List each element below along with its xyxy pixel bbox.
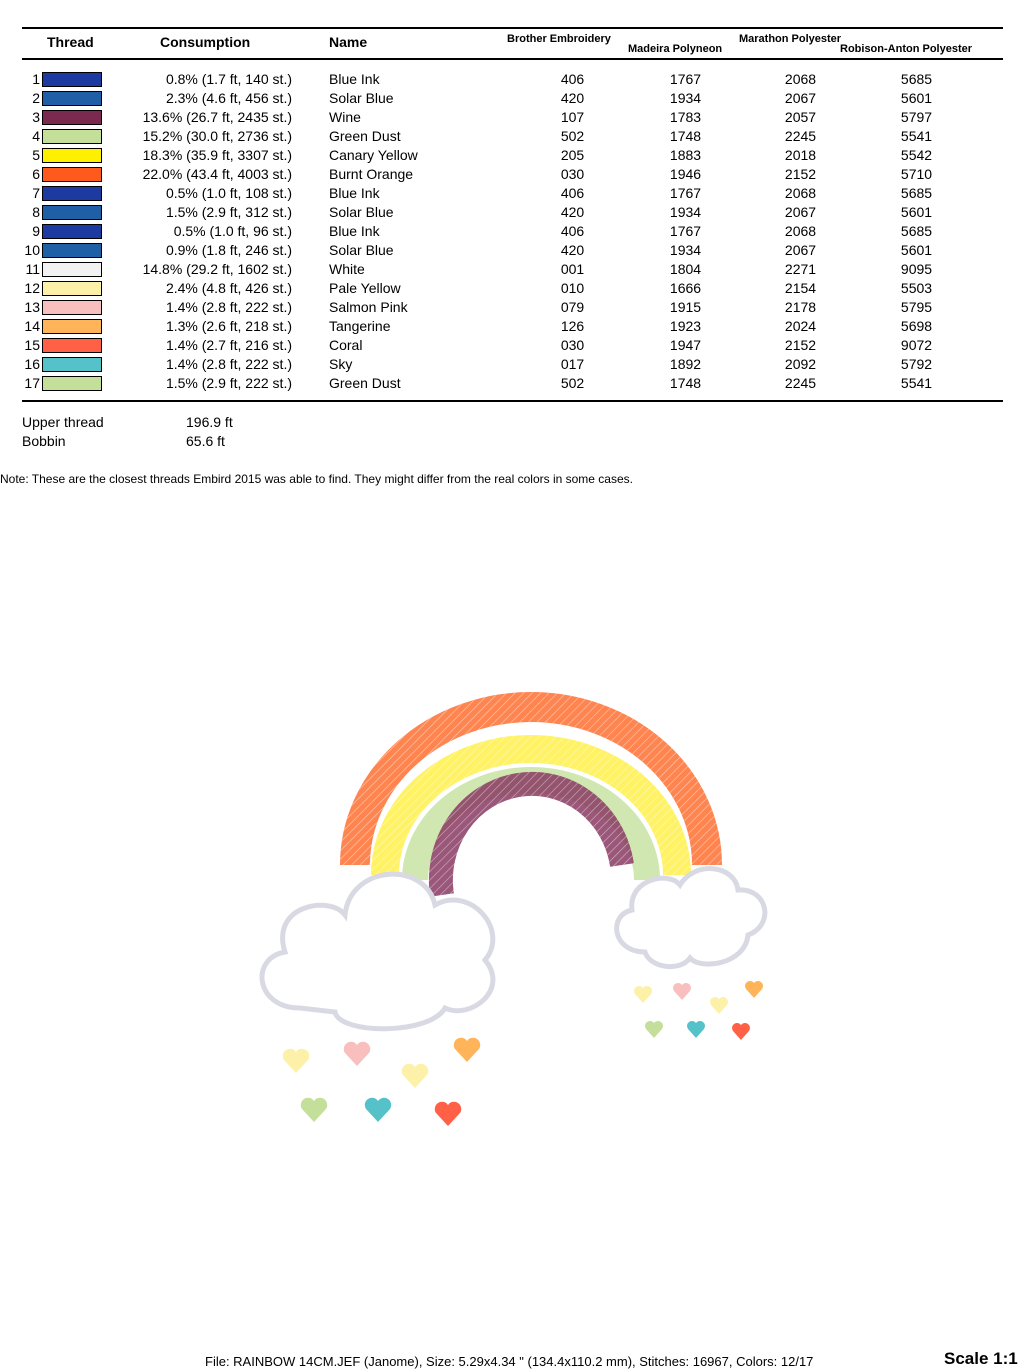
madeira-code: 1783 xyxy=(669,109,702,125)
thread-number: 12 xyxy=(24,280,40,296)
color-swatch xyxy=(42,300,102,315)
marathon-code: 2067 xyxy=(784,204,817,220)
heart-icon xyxy=(301,1098,327,1122)
madeira-code: 1923 xyxy=(669,318,702,334)
robison-code: 5542 xyxy=(900,147,933,163)
brother-code: 502 xyxy=(560,375,585,391)
color-swatch xyxy=(42,167,102,182)
brother-code: 406 xyxy=(560,223,585,239)
thread-number: 9 xyxy=(32,223,40,239)
thread-consumption: 15.2% (30.0 ft, 2736 st.) xyxy=(142,128,292,144)
marathon-code: 2245 xyxy=(784,375,817,391)
robison-code: 5541 xyxy=(900,375,933,391)
table-row xyxy=(0,146,1024,165)
color-swatch xyxy=(42,205,102,220)
robison-code: 5685 xyxy=(900,185,933,201)
thread-name: Blue Ink xyxy=(329,185,380,201)
cloud-left xyxy=(262,874,493,1029)
thread-name: White xyxy=(329,261,365,277)
table-row xyxy=(0,317,1024,336)
marathon-code: 2024 xyxy=(784,318,817,334)
thread-number: 2 xyxy=(32,90,40,106)
heart-icon xyxy=(435,1102,461,1126)
marathon-code: 2068 xyxy=(784,185,817,201)
table-row xyxy=(0,89,1024,108)
robison-code: 5685 xyxy=(900,223,933,239)
madeira-code: 1934 xyxy=(669,242,702,258)
brother-code: 017 xyxy=(560,356,585,372)
heart-icon xyxy=(745,981,763,998)
thread-number: 15 xyxy=(24,337,40,353)
robison-code: 5503 xyxy=(900,280,933,296)
scale-label: Scale 1:1 xyxy=(944,1349,1018,1368)
table-header-rule xyxy=(22,58,1003,60)
marathon-code: 2245 xyxy=(784,128,817,144)
table-row xyxy=(0,127,1024,146)
madeira-code: 1767 xyxy=(669,185,702,201)
madeira-code: 1804 xyxy=(669,261,702,277)
thread-number: 11 xyxy=(25,261,40,277)
brother-code: 406 xyxy=(560,71,585,87)
thread-number: 16 xyxy=(24,356,40,372)
thread-number: 8 xyxy=(32,204,40,220)
color-swatch xyxy=(42,224,102,239)
brother-code: 205 xyxy=(560,147,585,163)
robison-code: 5685 xyxy=(900,71,933,87)
header-name: Name xyxy=(329,34,368,50)
thread-consumption: 14.8% (29.2 ft, 1602 st.) xyxy=(142,261,292,277)
thread-consumption: 1.5% (2.9 ft, 222 st.) xyxy=(165,375,292,391)
thread-name: Green Dust xyxy=(329,128,401,144)
thread-consumption: 13.6% (26.7 ft, 2435 st.) xyxy=(142,109,292,125)
heart-icon xyxy=(634,986,652,1003)
thread-number: 13 xyxy=(24,299,40,315)
madeira-code: 1748 xyxy=(669,375,702,391)
color-swatch xyxy=(42,186,102,201)
madeira-code: 1947 xyxy=(669,337,702,353)
heart-icon xyxy=(365,1098,391,1122)
bobbin-value: 65.6 ft xyxy=(186,433,225,449)
header-marathon: Marathon Polyester xyxy=(739,33,842,45)
thread-number: 10 xyxy=(24,242,40,258)
madeira-code: 1934 xyxy=(669,90,702,106)
table-row xyxy=(0,374,1024,393)
madeira-code: 1666 xyxy=(669,280,702,296)
thread-consumption: 1.4% (2.8 ft, 222 st.) xyxy=(165,356,292,372)
thread-number: 17 xyxy=(24,375,40,391)
madeira-code: 1934 xyxy=(669,204,702,220)
upper-thread-value: 196.9 ft xyxy=(186,414,233,430)
color-swatch xyxy=(42,376,102,391)
marathon-code: 2057 xyxy=(784,109,817,125)
thread-consumption: 1.5% (2.9 ft, 312 st.) xyxy=(165,204,292,220)
heart-icon xyxy=(283,1049,309,1073)
madeira-code: 1946 xyxy=(669,166,702,182)
thread-consumption: 18.3% (35.9 ft, 3307 st.) xyxy=(142,147,292,163)
color-swatch xyxy=(42,243,102,258)
table-row xyxy=(0,355,1024,374)
brother-code: 406 xyxy=(560,185,585,201)
brother-code: 030 xyxy=(560,337,585,353)
header-consumption: Consumption xyxy=(160,34,251,50)
brother-code: 420 xyxy=(560,242,585,258)
thread-consumption: 0.8% (1.7 ft, 140 st.) xyxy=(165,71,292,87)
thread-name: Green Dust xyxy=(329,375,401,391)
heart-icon xyxy=(454,1038,480,1062)
madeira-code: 1892 xyxy=(669,356,702,372)
embroidery-preview xyxy=(0,690,1024,1140)
thread-number: 14 xyxy=(24,318,40,334)
thread-name: Solar Blue xyxy=(329,204,394,220)
thread-number: 7 xyxy=(32,185,40,201)
madeira-code: 1767 xyxy=(669,71,702,87)
color-swatch xyxy=(42,357,102,372)
thread-name: Canary Yellow xyxy=(329,147,418,163)
thread-name: Tangerine xyxy=(329,318,391,334)
color-swatch xyxy=(42,110,102,125)
thread-consumption: 1.4% (2.8 ft, 222 st.) xyxy=(165,299,292,315)
thread-name: Solar Blue xyxy=(329,242,394,258)
color-swatch xyxy=(42,129,102,144)
robison-code: 5792 xyxy=(900,356,933,372)
madeira-code: 1915 xyxy=(669,299,702,315)
thread-consumption: 0.5% (1.0 ft, 108 st.) xyxy=(165,185,292,201)
thread-number: 1 xyxy=(32,71,40,87)
rainbow-arcs xyxy=(355,707,707,895)
brother-code: 030 xyxy=(560,166,585,182)
robison-code: 9072 xyxy=(900,337,933,353)
table-row xyxy=(0,108,1024,127)
color-swatch xyxy=(42,319,102,334)
marathon-code: 2068 xyxy=(784,71,817,87)
thread-number: 5 xyxy=(32,147,40,163)
thread-consumption: 2.4% (4.8 ft, 426 st.) xyxy=(165,280,292,296)
thread-name: Salmon Pink xyxy=(329,299,408,315)
thread-consumption: 2.3% (4.6 ft, 456 st.) xyxy=(165,90,292,106)
header-thread: Thread xyxy=(47,34,94,50)
heart-icon xyxy=(673,983,691,1000)
table-top-rule xyxy=(22,27,1003,29)
bobbin-label: Bobbin xyxy=(22,433,66,449)
table-row xyxy=(0,241,1024,260)
marathon-code: 2152 xyxy=(784,337,817,353)
thread-name: Blue Ink xyxy=(329,223,380,239)
marathon-code: 2067 xyxy=(784,242,817,258)
robison-code: 5795 xyxy=(900,299,933,315)
brother-code: 126 xyxy=(560,318,585,334)
thread-number: 3 xyxy=(32,109,40,125)
thread-name: Sky xyxy=(329,356,353,372)
thread-name: Blue Ink xyxy=(329,71,380,87)
robison-code: 5541 xyxy=(900,128,933,144)
color-swatch xyxy=(42,148,102,163)
thread-name: Solar Blue xyxy=(329,90,394,106)
table-row xyxy=(0,165,1024,184)
file-info: File: RAINBOW 14CM.JEF (Janome), Size: 5.29x4.34 " (134.4x110.2 mm), Stitches: 16967, Colors: 12/17 xyxy=(205,1354,814,1369)
thread-name: Wine xyxy=(329,109,361,125)
brother-code: 010 xyxy=(560,280,585,296)
table-row xyxy=(0,203,1024,222)
robison-code: 5698 xyxy=(900,318,933,334)
heart-icon xyxy=(687,1021,705,1038)
brother-code: 079 xyxy=(560,299,585,315)
heart-icon xyxy=(732,1023,750,1040)
note-text: Note: These are the closest threads Embird 2015 was able to find. They might differ from the real colors in some cases. xyxy=(0,472,633,486)
table-row xyxy=(0,298,1024,317)
thread-name: Coral xyxy=(329,337,363,353)
robison-code: 5797 xyxy=(900,109,933,125)
robison-code: 5601 xyxy=(900,90,933,106)
color-swatch xyxy=(42,281,102,296)
thread-consumption: 1.4% (2.7 ft, 216 st.) xyxy=(165,337,292,353)
table-row xyxy=(0,260,1024,279)
table-bottom-rule xyxy=(22,400,1003,402)
robison-code: 5601 xyxy=(900,242,933,258)
header-robison: Robison-Anton Polyester xyxy=(840,43,973,55)
robison-code: 5601 xyxy=(900,204,933,220)
madeira-code: 1748 xyxy=(669,128,702,144)
table-row xyxy=(0,336,1024,355)
table-row xyxy=(0,70,1024,89)
brother-code: 420 xyxy=(560,90,585,106)
color-swatch xyxy=(42,338,102,353)
marathon-code: 2178 xyxy=(784,299,817,315)
header-brother: Brother Embroidery xyxy=(507,33,611,45)
marathon-code: 2018 xyxy=(784,147,817,163)
marathon-code: 2068 xyxy=(784,223,817,239)
color-swatch xyxy=(42,91,102,106)
marathon-code: 2152 xyxy=(784,166,817,182)
robison-code: 5710 xyxy=(900,166,933,182)
thread-name: Burnt Orange xyxy=(329,166,414,182)
madeira-code: 1883 xyxy=(669,147,702,163)
marathon-code: 2067 xyxy=(784,90,817,106)
brother-code: 502 xyxy=(560,128,585,144)
thread-name: Pale Yellow xyxy=(329,280,401,296)
table-row xyxy=(0,222,1024,241)
brother-code: 420 xyxy=(560,204,585,220)
heart-icon xyxy=(710,997,728,1014)
marathon-code: 2154 xyxy=(784,280,817,296)
heart-icon xyxy=(645,1021,663,1038)
table-row xyxy=(0,279,1024,298)
thread-number: 6 xyxy=(32,166,40,182)
heart-icon xyxy=(344,1042,370,1066)
color-swatch xyxy=(42,72,102,87)
marathon-code: 2271 xyxy=(784,261,817,277)
heart-icon xyxy=(402,1064,428,1088)
thread-number: 4 xyxy=(32,128,40,144)
brother-code: 107 xyxy=(560,109,585,125)
brother-code: 001 xyxy=(560,261,585,277)
table-row xyxy=(0,184,1024,203)
color-swatch xyxy=(42,262,102,277)
marathon-code: 2092 xyxy=(784,356,817,372)
thread-consumption: 22.0% (43.4 ft, 4003 st.) xyxy=(142,166,292,182)
thread-consumption: 0.5% (1.0 ft, 96 st.) xyxy=(173,223,292,239)
upper-thread-label: Upper thread xyxy=(22,414,104,430)
madeira-code: 1767 xyxy=(669,223,702,239)
thread-consumption: 1.3% (2.6 ft, 218 st.) xyxy=(165,318,292,334)
cloud-right xyxy=(617,869,765,967)
robison-code: 9095 xyxy=(900,261,933,277)
header-madeira: Madeira Polyneon xyxy=(628,43,723,55)
thread-consumption: 0.9% (1.8 ft, 246 st.) xyxy=(165,242,292,258)
